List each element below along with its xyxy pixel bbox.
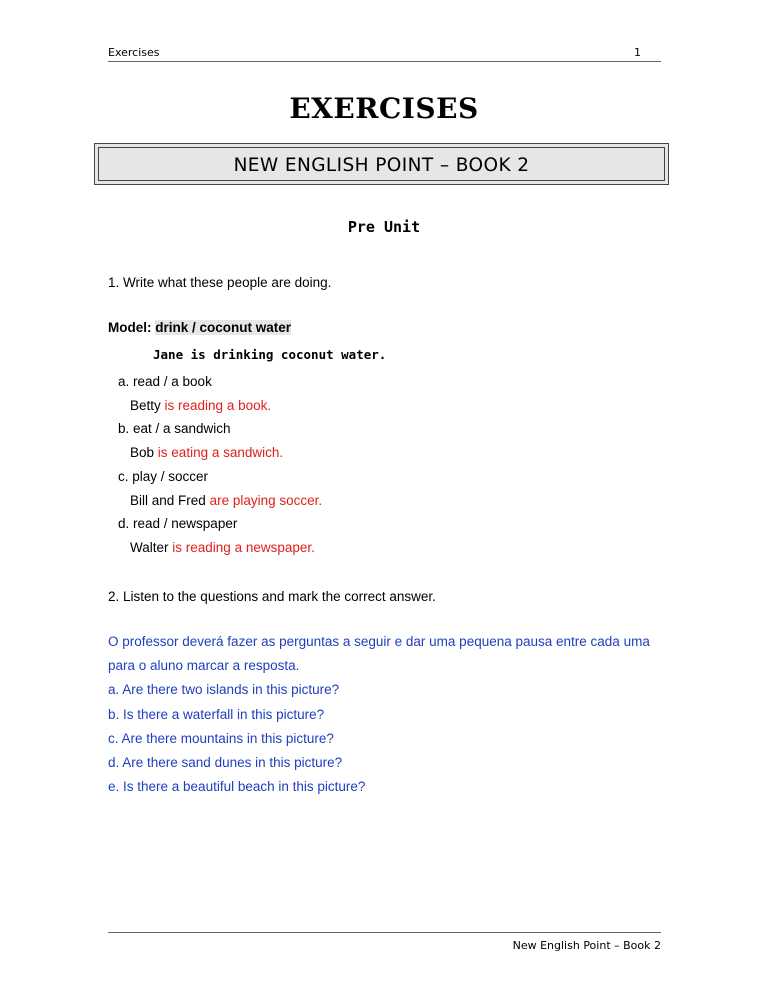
item-a-subject: Betty bbox=[130, 398, 161, 413]
item-c-answer-line bbox=[130, 493, 322, 508]
model-line bbox=[108, 320, 291, 335]
subtitle-box bbox=[94, 143, 669, 185]
item-a-answer: is reading a book. bbox=[164, 398, 272, 413]
question-c: c. Are there mountains in this picture? bbox=[108, 731, 334, 746]
teacher-note-line1: O professor deverá fazer as perguntas a seguir e dar uma pequena pausa entre cada uma bbox=[108, 634, 650, 649]
item-d-answer: is reading a newspaper. bbox=[172, 540, 315, 555]
item-b-prompt: b. eat / a sandwich bbox=[118, 421, 231, 436]
unit-heading: Pre Unit bbox=[347, 218, 421, 236]
item-c-prompt: c. play / soccer bbox=[118, 469, 209, 484]
teacher-note-line2: para o aluno marcar a resposta. bbox=[108, 658, 300, 673]
item-c-answer: are playing soccer. bbox=[209, 493, 323, 508]
header-rule bbox=[108, 61, 661, 62]
question-d: d. Are there sand dunes in this picture? bbox=[108, 755, 343, 770]
subtitle-box-inner bbox=[98, 147, 665, 181]
model-prompt: drink / coconut water bbox=[155, 320, 292, 335]
item-a-prompt: a. read / a book bbox=[118, 374, 212, 389]
exercise2-instruction: 2. Listen to the questions and mark the correct answer. bbox=[108, 589, 436, 604]
item-d-subject: Walter bbox=[130, 540, 169, 555]
footer-rule bbox=[108, 932, 661, 933]
model-label: Model: bbox=[108, 320, 152, 335]
question-a: a. Are there two islands in this picture? bbox=[108, 682, 340, 697]
item-d-answer-line bbox=[130, 540, 315, 555]
footer-label: New English Point – Book 2 bbox=[512, 939, 661, 952]
header-label: Exercises bbox=[108, 46, 160, 59]
page-title: EXERCISES bbox=[289, 92, 479, 125]
question-e: e. Is there a beautiful beach in this picture? bbox=[108, 779, 366, 794]
item-b-answer: is eating a sandwich. bbox=[157, 445, 284, 460]
subtitle-text: NEW ENGLISH POINT – BOOK 2 bbox=[233, 155, 530, 176]
item-b-answer-line bbox=[130, 445, 283, 460]
model-answer: Jane is drinking coconut water. bbox=[153, 347, 387, 362]
item-b-subject: Bob bbox=[130, 445, 155, 460]
item-a-answer-line bbox=[130, 398, 271, 413]
item-d-prompt: d. read / newspaper bbox=[118, 516, 238, 531]
exercise1-instruction: 1. Write what these people are doing. bbox=[108, 275, 332, 290]
item-c-subject: Bill and Fred bbox=[130, 493, 206, 508]
page-number: 1 bbox=[634, 46, 641, 59]
question-b: b. Is there a waterfall in this picture? bbox=[108, 707, 325, 722]
